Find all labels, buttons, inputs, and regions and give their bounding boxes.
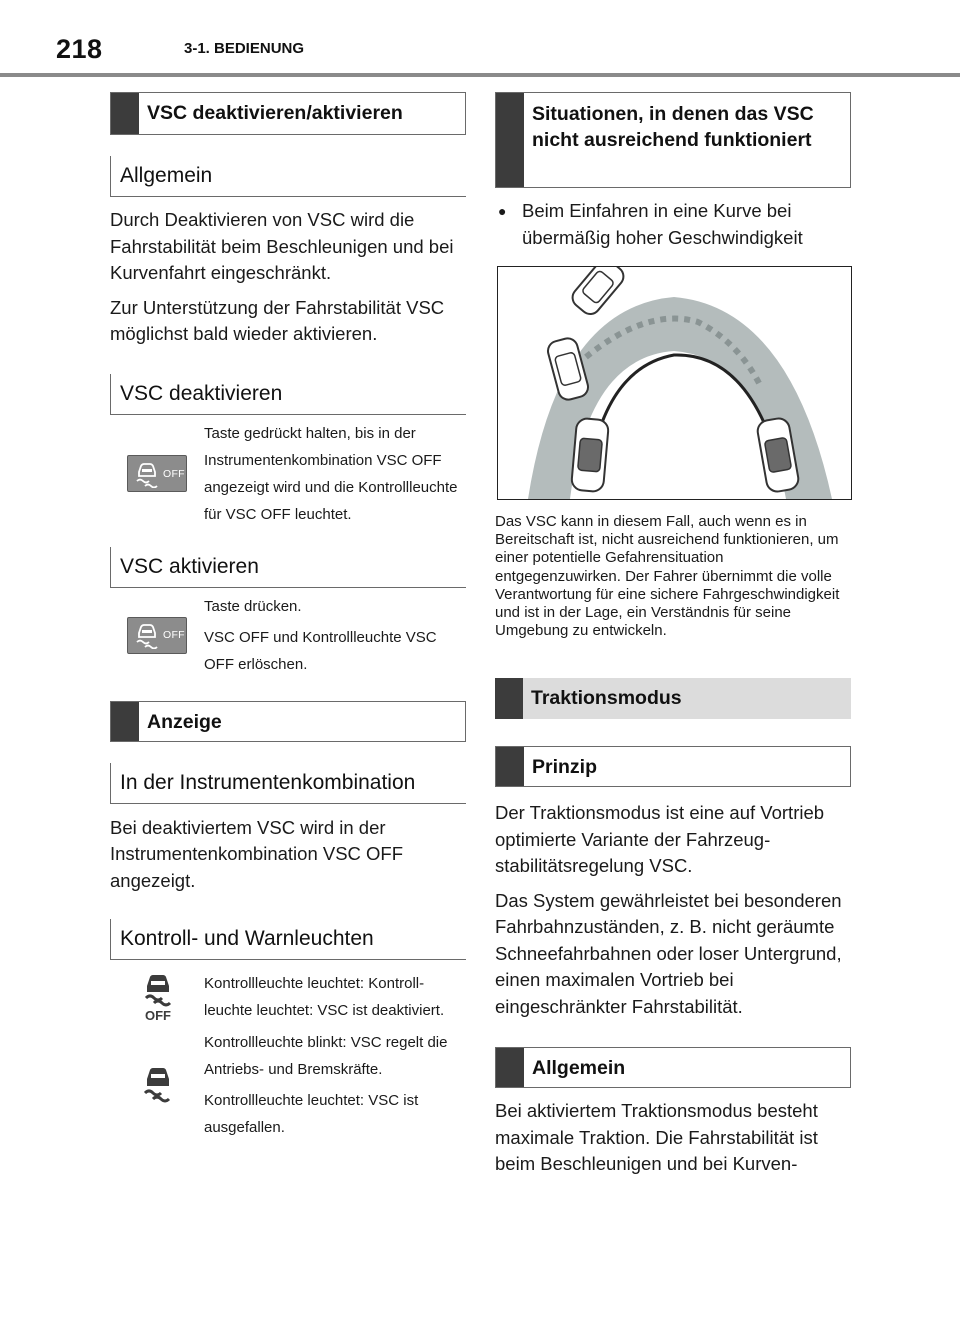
skid-car-icon xyxy=(133,621,161,649)
section-bar xyxy=(111,702,139,741)
lamp-text: Kontrollleuchte blinkt: VSC regelt die Antriebs- und Bremskräfte. xyxy=(204,1034,448,1078)
section-bar xyxy=(111,93,139,134)
section-title: Allgemein xyxy=(532,1057,626,1080)
vsc-off-button-icon xyxy=(127,617,187,654)
header-rule xyxy=(0,73,960,77)
paragraph: Durch Deaktivieren von VSC wird die Fahrstabilität beim Beschleunigen und bei Kurvenfahrt eingeschränkt. xyxy=(110,209,454,283)
figure-caption: Das VSC kann in diesem Fall, auch wenn es in Bereitschaft ist, nicht ausreichend funktionieren, um einer potentielle Gefahrensituation entgegenzuwirken. Der Fahrer übernimmt die volle Verantwortung für eine sichere Fahrgeschwindigkeit und ist in der Lage, ein Verständnis für seine Umgebung zu entwickeln. xyxy=(495,513,840,640)
section-heading-anzeige xyxy=(110,701,466,742)
lamp-text: Kontrollleuchte leuchtet: VSC ist ausgefallen. xyxy=(204,1092,419,1136)
section-bar xyxy=(495,678,523,719)
section-heading-situationen xyxy=(495,92,851,188)
car-icon xyxy=(571,418,609,493)
paragraph: Bei deaktiviertem VSC wird in der Instrumentenkombination VSC OFF angezeigt. xyxy=(110,816,404,891)
paragraph: Zur Unterstützung der Fahrstabilität VSC möglichst bald wieder aktivieren. xyxy=(110,296,445,344)
vsc-off-button-icon xyxy=(127,455,187,492)
bullet-dot-icon: ● xyxy=(498,203,507,219)
subheading-kontroll-warnleuchten: Kontroll- und Warnleuchten xyxy=(110,919,466,960)
subheading-vsc-deaktivieren: VSC deaktivieren xyxy=(110,374,466,415)
lamp-description-vsc xyxy=(110,1029,466,1141)
section-title: Situationen, in denen das VSC nicht ausreichend funktioniert xyxy=(532,103,814,151)
lamp-description-off xyxy=(110,970,466,1024)
section-title: Anzeige xyxy=(147,710,222,733)
page-number: 218 xyxy=(56,34,103,64)
car-icon xyxy=(569,267,628,318)
paragraph: Das System gewährleistet bei besonderen Fahrbahnzuständen, z. B. nicht geräumte Schneefahrbahnen oder loser Untergrund, einen maximalen Vortrieb bei eingeschränkter Fahrstabilität. xyxy=(495,889,842,1017)
vsc-lamp-icon xyxy=(140,1065,176,1105)
curve-skid-diagram xyxy=(498,267,851,499)
paragraph: Bei aktiviertem Traktionsmodus besteht maximale Traktion. Die Fahrstabilität ist beim Beschleunigen und bei Kurven- xyxy=(495,1100,818,1175)
left-column xyxy=(110,92,466,1141)
vsc-off-lamp-icon xyxy=(140,972,176,1022)
skid-car-icon xyxy=(133,460,161,488)
paragraph: Der Traktionsmodus ist eine auf Vortrieb optimierte Variante der Fahrzeugstabilitätsregelung VSC. xyxy=(495,802,825,877)
instruction-text: VSC OFF und Kontrollleuchte VSC OFF erlöschen. xyxy=(204,628,437,673)
subheading-instrumentenkombination: In der Instrumentenkombination xyxy=(110,763,466,804)
section-bar xyxy=(496,1048,524,1087)
activate-instruction xyxy=(110,593,466,678)
lamp-text: Kontrollleuchte leuchtet: Kontrollleuchte leuchtet: VSC ist deaktiviert. xyxy=(204,975,445,1019)
subheading-vsc-aktivieren: VSC aktivieren xyxy=(110,547,466,588)
page-header xyxy=(0,0,960,78)
instruction-text: Taste gedrückt halten, bis in der Instrumentenkombination VSC OFF angezeigt wird und die Kontrollleuchte für VSC OFF leuchtet. xyxy=(204,424,458,523)
section-title: VSC deaktivieren/aktivieren xyxy=(147,102,403,124)
section-heading-allgemein xyxy=(495,1047,851,1088)
section-bar xyxy=(496,747,524,786)
section-heading-traktionsmodus xyxy=(495,678,851,719)
chapter-title: 3-1. BEDIENUNG xyxy=(184,40,305,57)
deactivate-instruction xyxy=(110,420,466,528)
instruction-text: Taste drücken. xyxy=(204,597,302,615)
curve-illustration xyxy=(497,266,852,500)
subheading-allgemein: Allgemein xyxy=(110,156,466,197)
off-label: OFF xyxy=(163,629,185,641)
section-title: Prinzip xyxy=(532,756,598,779)
bullet-item xyxy=(495,198,851,251)
right-column xyxy=(495,92,851,1178)
svg-text:OFF: OFF xyxy=(145,1008,171,1022)
bullet-text: Beim Einfahren in eine Kurve bei übermäßig hoher Geschwindigkeit xyxy=(522,200,803,248)
section-bar xyxy=(496,93,524,187)
car-icon xyxy=(546,336,591,402)
section-heading-vsc-toggle xyxy=(110,92,466,135)
section-title: Traktionsmodus xyxy=(531,687,682,710)
off-label: OFF xyxy=(163,467,185,480)
section-heading-prinzip xyxy=(495,746,851,787)
